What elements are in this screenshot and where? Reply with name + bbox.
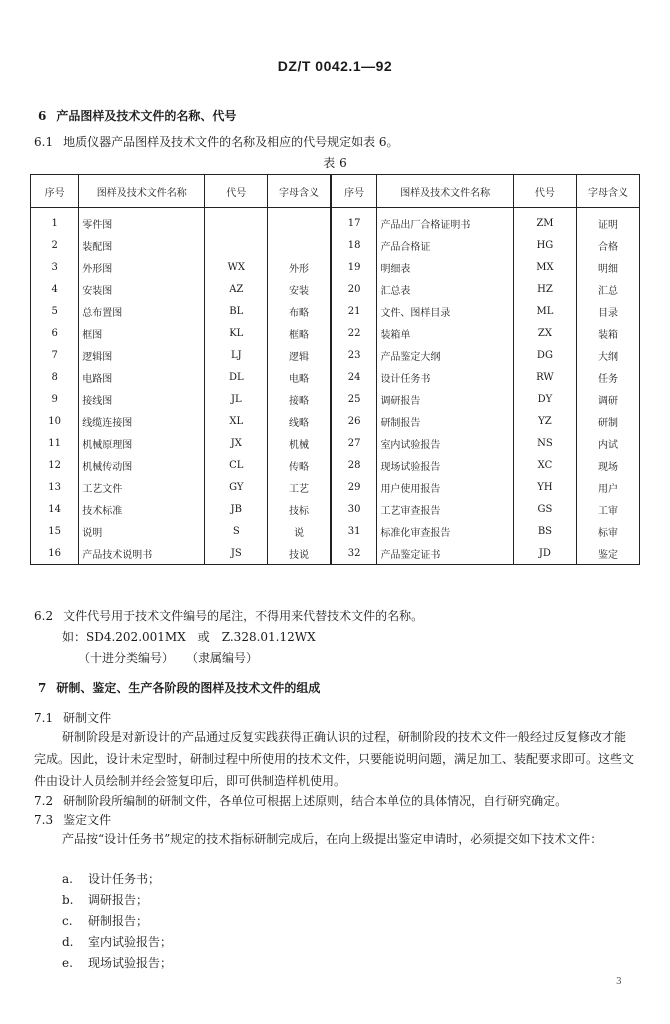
clause-7-1-number: 7.1 bbox=[34, 711, 54, 725]
table-cell: MX bbox=[513, 256, 576, 278]
table-cell: 任务 bbox=[576, 366, 639, 388]
table-cell: 8 bbox=[31, 366, 79, 388]
table-cell: 装箱 bbox=[576, 322, 639, 344]
table-cell: 电路图 bbox=[79, 366, 205, 388]
table-row bbox=[31, 256, 640, 278]
table-cell: 传略 bbox=[268, 454, 331, 476]
list-item-text: 研制报告； bbox=[88, 914, 149, 928]
code-table bbox=[30, 174, 640, 565]
table-cell: 合格 bbox=[576, 234, 639, 256]
table-cell: HG bbox=[513, 234, 576, 256]
table-cell: 16 bbox=[31, 542, 79, 565]
table-row bbox=[31, 542, 640, 565]
table-cell: 研制 bbox=[576, 410, 639, 432]
clause-7-2-text: 研制阶段所编制的研制文件，各单位可根据上述原则，结合本单位的具体情况，自行研究确定。 bbox=[63, 794, 568, 808]
table-cell: 产品技术说明书 bbox=[79, 542, 205, 565]
table-cell: 工艺文件 bbox=[79, 476, 205, 498]
table-cell: 9 bbox=[31, 388, 79, 410]
clause-7-1-title: 研制文件 bbox=[63, 711, 112, 725]
table-cell: 1 bbox=[31, 208, 79, 235]
table-cell: 31 bbox=[331, 520, 377, 542]
table-cell: 22 bbox=[331, 322, 377, 344]
table-cell: 26 bbox=[331, 410, 377, 432]
code-example-note: （十进分类编号） （隶属编号） bbox=[78, 651, 259, 665]
table-cell: ML bbox=[513, 300, 576, 322]
table-cell: 2 bbox=[31, 234, 79, 256]
table-cell: 装配图 bbox=[79, 234, 205, 256]
table-cell: 技说 bbox=[268, 542, 331, 565]
table-row bbox=[31, 322, 640, 344]
table-cell: 线缆连接图 bbox=[79, 410, 205, 432]
table-cell: 汇总 bbox=[576, 278, 639, 300]
table-row bbox=[31, 208, 640, 235]
list-item-text: 调研报告； bbox=[88, 893, 149, 907]
col-header: 字母含义 bbox=[268, 175, 331, 208]
clause-6-1-number: 6.1 bbox=[34, 135, 54, 149]
table-cell: 19 bbox=[331, 256, 377, 278]
table-cell: XL bbox=[205, 410, 268, 432]
table-cell: AZ bbox=[205, 278, 268, 300]
table-cell: 调研 bbox=[576, 388, 639, 410]
table-cell: 现场 bbox=[576, 454, 639, 476]
section-6-title: 产品图样及技术文件的名称、代号 bbox=[56, 109, 237, 123]
clause-6-2-text: 文件代号用于技术文件编号的尾注，不得用来代替技术文件的名称。 bbox=[63, 609, 424, 623]
table-cell bbox=[205, 234, 268, 256]
table-cell: ZM bbox=[513, 208, 576, 235]
table-row bbox=[31, 520, 640, 542]
table-cell: 工艺 bbox=[268, 476, 331, 498]
table-cell: 6 bbox=[31, 322, 79, 344]
table-cell: 10 bbox=[31, 410, 79, 432]
list-item bbox=[62, 869, 172, 890]
table-cell: 25 bbox=[331, 388, 377, 410]
table-cell: 用户 bbox=[576, 476, 639, 498]
table-cell: YH bbox=[513, 476, 576, 498]
table-row bbox=[31, 498, 640, 520]
table-cell: 17 bbox=[331, 208, 377, 235]
table-cell: CL bbox=[205, 454, 268, 476]
clause-7-1-paragraph: 研制阶段是对新设计的产品通过反复实践获得正确认识的过程，研制阶段的技术文件一般经过反复修改才能完成。因此，设计未定型时，研制过程中所使用的技术文件，只要能说明问题，满足加工、装配要求即可。这些文件由设计人员绘制并经会签复印后，即可供制造样机使用。 bbox=[34, 730, 635, 788]
table-cell: 4 bbox=[31, 278, 79, 300]
table-cell: 技标 bbox=[268, 498, 331, 520]
table-cell: 室内试验报告 bbox=[377, 432, 514, 454]
table-cell: 研制报告 bbox=[377, 410, 514, 432]
table-cell: 设计任务书 bbox=[377, 366, 514, 388]
table-cell: 证明 bbox=[576, 208, 639, 235]
table-cell: 18 bbox=[331, 234, 377, 256]
table-cell: 目录 bbox=[576, 300, 639, 322]
table-cell: 32 bbox=[331, 542, 377, 565]
clause-7-3-paragraph: 产品按“设计任务书”规定的技术指标研制完成后，在向上级提出鉴定申请时，必须提交如下技术文件： bbox=[62, 832, 603, 846]
table-header-row bbox=[31, 175, 640, 208]
table-cell: 线略 bbox=[268, 410, 331, 432]
section-6-heading bbox=[38, 108, 236, 124]
table-cell bbox=[268, 208, 331, 235]
table-cell: 20 bbox=[331, 278, 377, 300]
col-header: 图样及技术文件名称 bbox=[377, 175, 514, 208]
list-item bbox=[62, 890, 172, 911]
col-header: 序号 bbox=[331, 175, 377, 208]
table-cell: GS bbox=[513, 498, 576, 520]
table-cell: 框图 bbox=[79, 322, 205, 344]
table-cell: 标准化审查报告 bbox=[377, 520, 514, 542]
section-6-number: 6 bbox=[38, 109, 47, 123]
table-cell: 工审 bbox=[576, 498, 639, 520]
table-cell: 零件图 bbox=[79, 208, 205, 235]
list-item bbox=[62, 932, 172, 953]
list-marker: d. bbox=[62, 935, 74, 949]
table-cell: 明细表 bbox=[377, 256, 514, 278]
table-cell: 安装 bbox=[268, 278, 331, 300]
table-cell: 接略 bbox=[268, 388, 331, 410]
table-cell: 鉴定 bbox=[576, 542, 639, 565]
table-row bbox=[31, 300, 640, 322]
table-cell: HZ bbox=[513, 278, 576, 300]
col-header: 代号 bbox=[205, 175, 268, 208]
table-cell: KL bbox=[205, 322, 268, 344]
table-row bbox=[31, 234, 640, 256]
list-marker: b. bbox=[62, 893, 74, 907]
table-cell: JX bbox=[205, 432, 268, 454]
table-cell: 装箱单 bbox=[377, 322, 514, 344]
table-cell: 产品合格证 bbox=[377, 234, 514, 256]
table-row bbox=[31, 454, 640, 476]
table-cell: BS bbox=[513, 520, 576, 542]
table-cell: 工艺审查报告 bbox=[377, 498, 514, 520]
table-cell: 产品鉴定证书 bbox=[377, 542, 514, 565]
clause-6-1 bbox=[34, 134, 399, 150]
clause-7-3-heading bbox=[34, 812, 111, 828]
col-header: 图样及技术文件名称 bbox=[79, 175, 205, 208]
code-example: 如：SD4.202.001MX 或 Z.328.01.12WX bbox=[62, 630, 316, 644]
table-cell: 用户使用报告 bbox=[377, 476, 514, 498]
clause-7-2 bbox=[34, 793, 567, 809]
table-cell: BL bbox=[205, 300, 268, 322]
table-cell: RW bbox=[513, 366, 576, 388]
table-cell: 说明 bbox=[79, 520, 205, 542]
clause-6-1-text: 地质仪器产品图样及技术文件的名称及相应的代号规定如表 6。 bbox=[63, 135, 399, 149]
table-cell: DY bbox=[513, 388, 576, 410]
list-item-text: 设计任务书； bbox=[88, 872, 161, 886]
col-header: 序号 bbox=[31, 175, 79, 208]
table-cell: JL bbox=[205, 388, 268, 410]
list-marker: e. bbox=[62, 956, 73, 970]
table-cell: 27 bbox=[331, 432, 377, 454]
table-cell: 30 bbox=[331, 498, 377, 520]
table-cell: WX bbox=[205, 256, 268, 278]
table-cell: ZX bbox=[513, 322, 576, 344]
table-cell: 逻辑 bbox=[268, 344, 331, 366]
list-marker: a. bbox=[62, 872, 73, 886]
clause-7-3-number: 7.3 bbox=[34, 813, 54, 827]
table-cell: 29 bbox=[331, 476, 377, 498]
table-cell: 说 bbox=[268, 520, 331, 542]
table-cell: XC bbox=[513, 454, 576, 476]
table-cell: 逻辑图 bbox=[79, 344, 205, 366]
table-cell: GY bbox=[205, 476, 268, 498]
table-cell: 总布置图 bbox=[79, 300, 205, 322]
table-cell: 机械 bbox=[268, 432, 331, 454]
table-cell: 大纲 bbox=[576, 344, 639, 366]
table-caption: 表 6 bbox=[323, 156, 347, 170]
table-cell: JS bbox=[205, 542, 268, 565]
list-item-text: 室内试验报告； bbox=[88, 935, 173, 949]
table-row bbox=[31, 388, 640, 410]
list-item bbox=[62, 911, 172, 932]
table-cell: 21 bbox=[331, 300, 377, 322]
section-7-number: 7 bbox=[38, 681, 47, 695]
table-cell: 产品鉴定大纲 bbox=[377, 344, 514, 366]
section-7-title: 研制、鉴定、生产各阶段的图样及技术文件的组成 bbox=[56, 681, 321, 695]
table-cell: 机械传动图 bbox=[79, 454, 205, 476]
clause-6-2-number: 6.2 bbox=[34, 609, 54, 623]
table-cell: 12 bbox=[31, 454, 79, 476]
list-item bbox=[62, 953, 172, 974]
table-row bbox=[31, 344, 640, 366]
table-cell: 明细 bbox=[576, 256, 639, 278]
clause-7-2-number: 7.2 bbox=[34, 794, 54, 808]
table-row bbox=[31, 476, 640, 498]
table-cell: 23 bbox=[331, 344, 377, 366]
table-cell: 标审 bbox=[576, 520, 639, 542]
table-cell: JD bbox=[513, 542, 576, 565]
table-cell: 28 bbox=[331, 454, 377, 476]
table-cell: 布略 bbox=[268, 300, 331, 322]
table-row bbox=[31, 432, 640, 454]
table-cell: 文件、图样目录 bbox=[377, 300, 514, 322]
table-row bbox=[31, 278, 640, 300]
table-cell: 电略 bbox=[268, 366, 331, 388]
table-cell: 现场试验报告 bbox=[377, 454, 514, 476]
col-header: 代号 bbox=[513, 175, 576, 208]
table-cell: 7 bbox=[31, 344, 79, 366]
table-cell: LJ bbox=[205, 344, 268, 366]
document-header: DZ/T 0042.1—92 bbox=[277, 58, 393, 74]
table-cell: 5 bbox=[31, 300, 79, 322]
table-cell: 3 bbox=[31, 256, 79, 278]
table-cell: 内试 bbox=[576, 432, 639, 454]
list-marker: c. bbox=[62, 914, 73, 928]
table-cell: 15 bbox=[31, 520, 79, 542]
table-cell: 11 bbox=[31, 432, 79, 454]
table-cell: 24 bbox=[331, 366, 377, 388]
table-row bbox=[31, 410, 640, 432]
table-cell: 产品出厂合格证明书 bbox=[377, 208, 514, 235]
clause-7-3-title: 鉴定文件 bbox=[63, 813, 112, 827]
table-cell bbox=[205, 208, 268, 235]
table-cell: 外形 bbox=[268, 256, 331, 278]
table-cell: 技术标准 bbox=[79, 498, 205, 520]
table-row bbox=[31, 366, 640, 388]
list-item-text: 现场试验报告； bbox=[88, 956, 173, 970]
table-cell: 安装图 bbox=[79, 278, 205, 300]
table-cell: 接线图 bbox=[79, 388, 205, 410]
table-cell: YZ bbox=[513, 410, 576, 432]
table-cell: 外形图 bbox=[79, 256, 205, 278]
section-7-heading bbox=[38, 680, 320, 696]
deliverables-list bbox=[62, 869, 172, 974]
table-cell: 汇总表 bbox=[377, 278, 514, 300]
clause-7-1-heading bbox=[34, 710, 111, 726]
table-cell: S bbox=[205, 520, 268, 542]
page-number: 3 bbox=[616, 977, 622, 987]
table-cell: DL bbox=[205, 366, 268, 388]
col-header: 字母含义 bbox=[576, 175, 639, 208]
table-cell: JB bbox=[205, 498, 268, 520]
table-cell: 框略 bbox=[268, 322, 331, 344]
table-cell: 调研报告 bbox=[377, 388, 514, 410]
table-cell bbox=[268, 234, 331, 256]
table-cell: 13 bbox=[31, 476, 79, 498]
table-cell: DG bbox=[513, 344, 576, 366]
table-cell: 14 bbox=[31, 498, 79, 520]
clause-6-2 bbox=[34, 608, 423, 624]
table-cell: 机械原理图 bbox=[79, 432, 205, 454]
table-cell: NS bbox=[513, 432, 576, 454]
